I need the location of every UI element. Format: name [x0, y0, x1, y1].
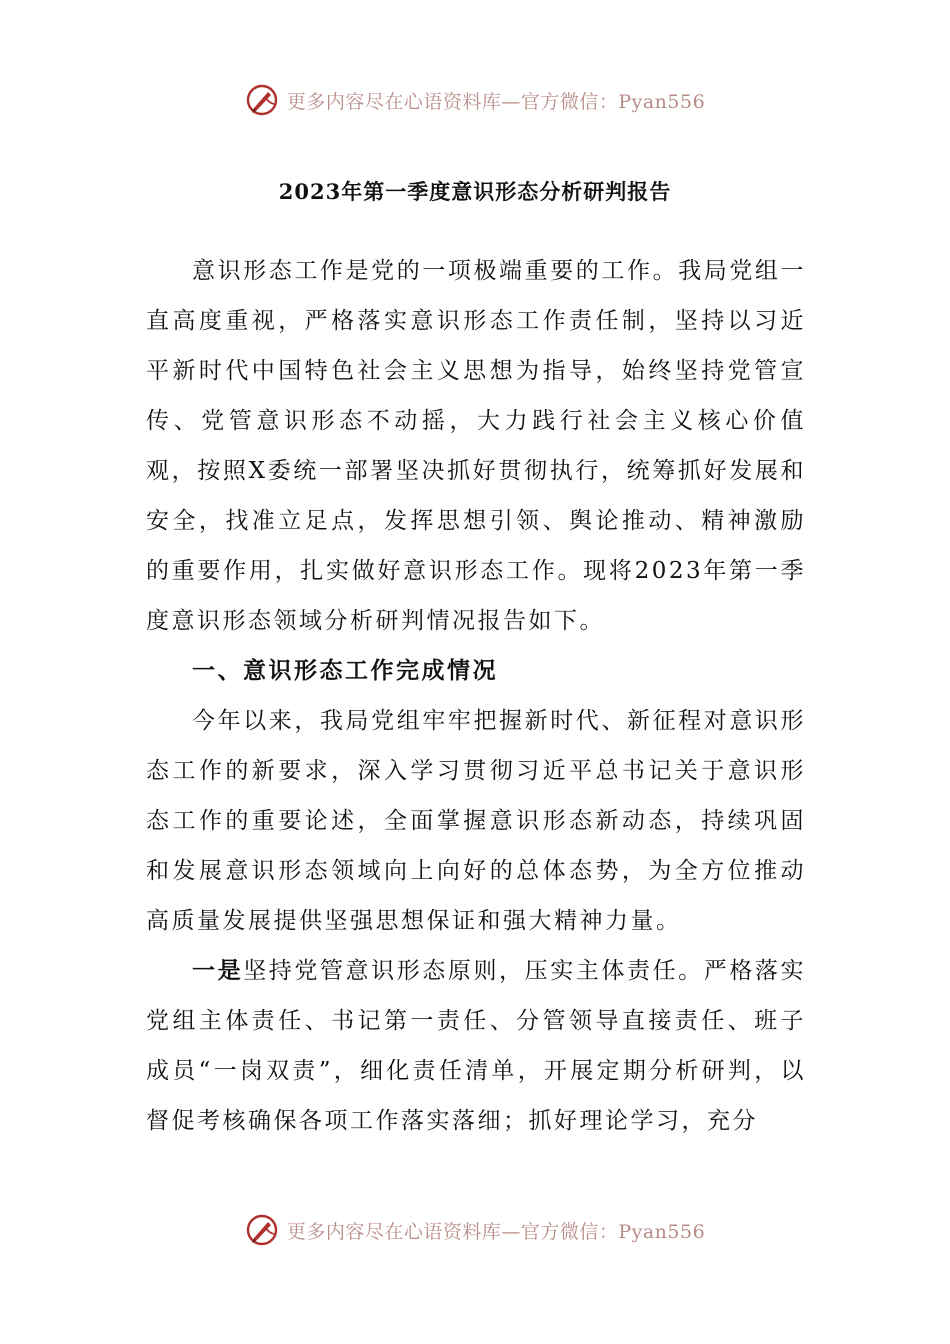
footer-watermark-banner — [0, 1208, 950, 1252]
point-text: 坚持党管意识形态原则，压实主体责任。严格落实党组主体责任、书记第一责任、分管领导直接责任、班子成员“一岗双责”，细化责任清单，开展定期分析研判，以督促考核确保各项工作落实落细；抓好理论学习，充分 — [146, 958, 807, 1134]
point-lead: 一是 — [192, 957, 244, 984]
watermark-text: 更多内容尽在心语资料库—官方微信：Pyan556 — [286, 90, 706, 113]
document-body — [146, 246, 806, 1146]
intro-paragraph: 意识形态工作是党的一项极端重要的工作。我局党组一直高度重视，严格落实意识形态工作责任制，坚持以习近平新时代中国特色社会主义思想为指导，始终坚持党管宣传、党管意识形态不动摇，大力践行社会主义核心价值观，按照X委统一部署坚决抓好贯彻执行，统筹抓好发展和安全，找准立足点，发挥思想引领、舆论推动、精神激励的重要作用，扎实做好意识形态工作。现将2023年第一季度意识形态领域分析研判情况报告如下。 — [146, 258, 806, 634]
section-heading: 一、意识形态工作完成情况 — [192, 657, 498, 684]
watermark-text: 更多内容尽在心语资料库—官方微信：Pyan556 — [286, 1220, 706, 1243]
pen-logo-icon — [245, 83, 279, 117]
header-watermark-banner — [0, 78, 950, 122]
section-paragraph: 今年以来，我局党组牢牢把握新时代、新征程对意识形态工作的新要求，深入学习贯彻习近平总书记关于意识形态工作的重要论述，全面掌握意识形态新动态，持续巩固和发展意识形态领域向上向好的总体态势，为全方位推动高质量发展提供坚强思想保证和强大精神力量。 — [146, 708, 806, 934]
pen-logo-icon — [245, 1213, 279, 1247]
document-title: 2023年第一季度意识形态分析研判报告 — [278, 179, 672, 204]
point-paragraph — [146, 946, 806, 1146]
